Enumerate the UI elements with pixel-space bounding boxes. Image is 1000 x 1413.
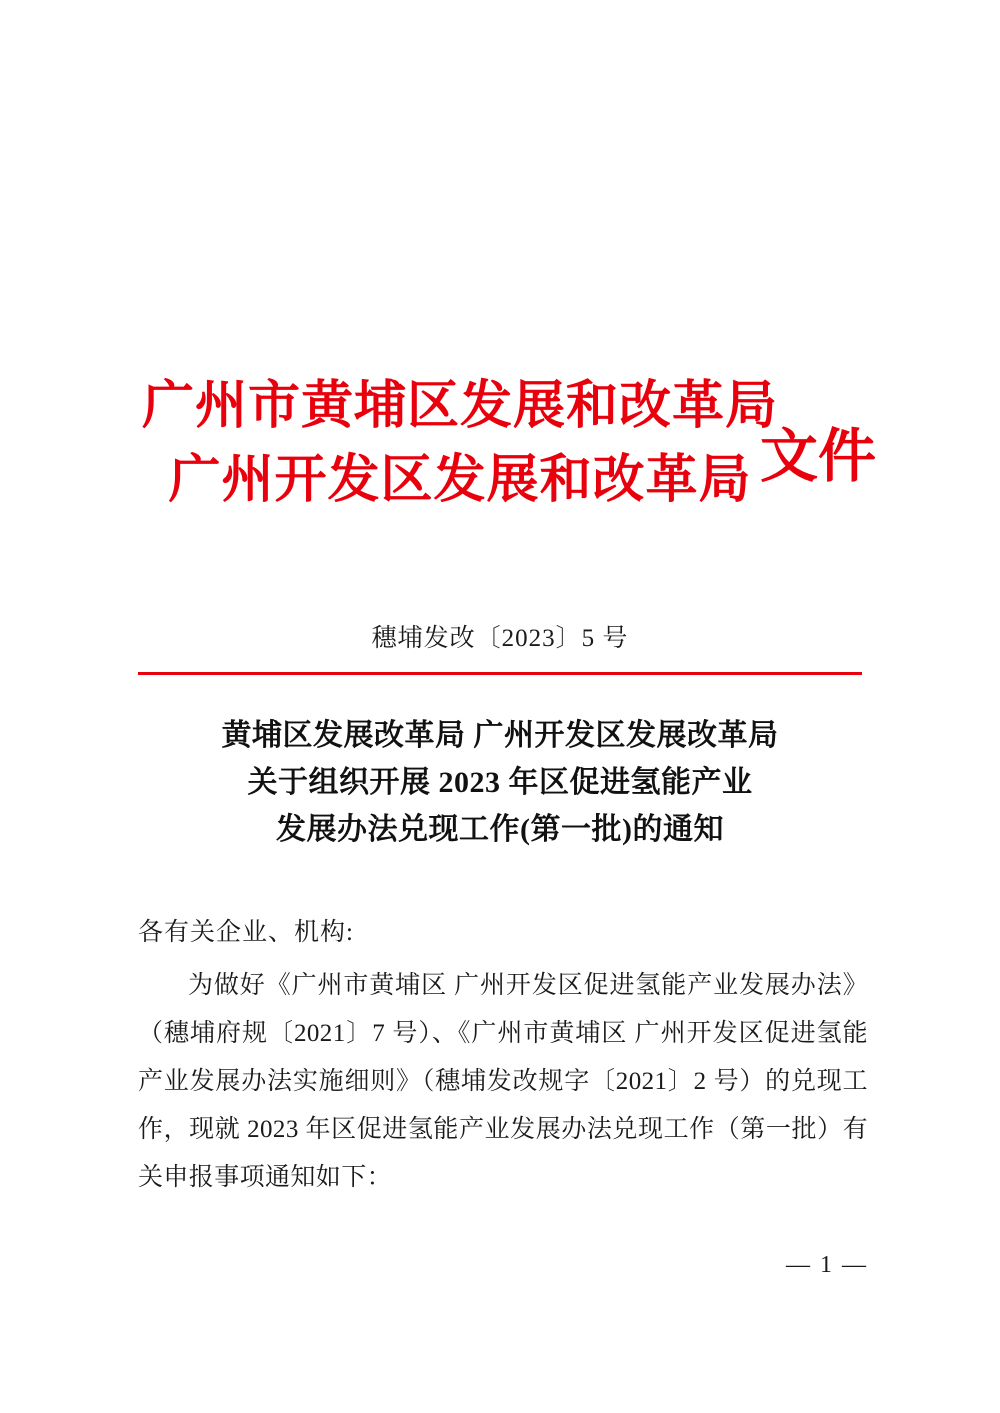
masthead-line-2: 广州开发区发展和改革局 [168, 452, 752, 509]
page-number: — 1 — [786, 1252, 868, 1278]
document-number: 穗埔发改〔2023〕5 号 [371, 625, 629, 652]
document-title-line-1: 黄埔区发展改革局 广州开发区发展改革局 [221, 719, 779, 752]
masthead-line-1: 广州市黄埔区发展和改革局 [141, 378, 778, 435]
document-title-line-2: 关于组织开展 2023 年区促进氢能产业 [247, 766, 753, 799]
masthead-title-lines [140, 370, 780, 518]
salutation: 各有关企业、机构: [138, 919, 354, 946]
document-title [140, 712, 860, 853]
red-separator-rule [138, 672, 862, 675]
body-paragraph: 为做好《广州市黄埔区 广州开发区促进氢能产业发展办法》（穗埔府规〔2021〕7 号）、《广州市黄埔区 广州开发区促进氢能产业发展办法实施细则》（穗埔发改规字〔2021〕2 号）的兑现工作，现就 2023 年区促进氢能产业发展办法兑现工作（第一批）有关申报事项通知如下： [138, 972, 868, 1191]
masthead-suffix: 文件 [759, 424, 876, 489]
document-title-line-3: 发展办法兑现工作(第一批)的通知 [276, 813, 724, 846]
masthead [120, 370, 880, 550]
